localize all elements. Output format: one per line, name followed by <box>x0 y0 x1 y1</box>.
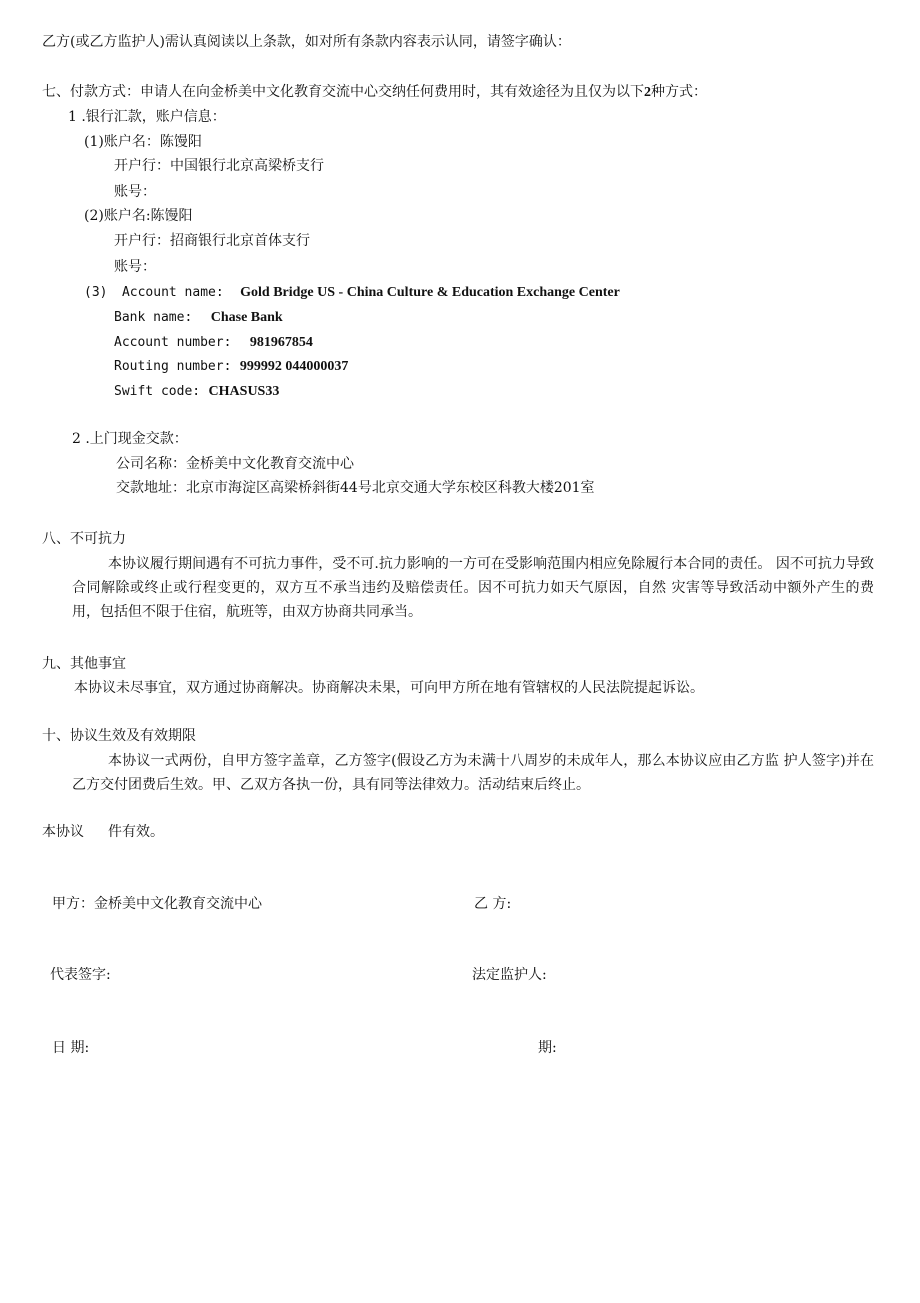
legal-guardian-label: 法定监护人: <box>472 967 547 983</box>
account1-number-label: 账号： <box>114 184 156 200</box>
validity-heading: 十、协议生效及有效期限 <box>42 728 196 744</box>
validity-body: 本协议一式两份，自甲方签字盖章，乙方签字(假设乙方为未满十八周岁的未成年人，那么本协议应由乙方监 护人签字)并在乙方交付团费后生效。甲、乙双方各执一份，具有同等法律效力。活动结束后终止。 <box>72 753 874 793</box>
account3-bank-label: Bank name: <box>114 310 193 325</box>
cash-company-name: 公司名称：金桥美中文化教育交流中心 <box>116 456 354 472</box>
account3-number-row <box>114 333 313 352</box>
cash-address: 交款地址：北京市海淀区高梁桥斜街44号北京交通大学东校区科教大楼201室 <box>116 480 595 496</box>
account3-number-label: Account number: <box>114 335 232 350</box>
party-b-label: 乙 方: <box>474 896 512 912</box>
account3-swift-label: Swift code: <box>114 384 201 399</box>
other-matters-heading: 九、其他事宜 <box>42 656 126 672</box>
account1-name: (1)账户名：陈馒阳 <box>84 134 202 150</box>
effective-right: 件有效。 <box>108 824 164 840</box>
party-b-date-label: 期: <box>538 1040 557 1056</box>
force-majeure-heading: 八、不可抗力 <box>42 531 126 547</box>
payment-heading-prefix: 七、付款方式：申请人在向金桥美中文化教育交流中心交纳任何费用时，其有效途径为且仅为以下 <box>42 84 644 100</box>
account3-swift-row <box>114 382 279 401</box>
other-matters-body: 本协议未尽事宜，双方通过协商解决。协商解决未果，可向甲方所在地有管辖权的人民法院提起诉讼。 <box>74 680 704 696</box>
account2-bank: 开户行：招商银行北京首体支行 <box>114 233 310 249</box>
confirmation-intro: 乙方(或乙方监护人)需认真阅读以上条款，如对所有条款内容表示认同，请签字确认： <box>42 34 571 50</box>
payment-heading <box>42 83 707 102</box>
account3-routing-label: Routing number: <box>114 359 232 374</box>
payment-heading-suffix: 种方式： <box>651 84 707 100</box>
account3-bank-value: Chase Bank <box>210 310 283 325</box>
account1-bank: 开户行：中国银行北京高梁桥支行 <box>114 158 324 174</box>
account2-name: (2)账户名:陈馒阳 <box>84 208 193 224</box>
account3-name-label: Account name: <box>121 285 224 300</box>
cash-payment-title: 2 .上门现金交款： <box>72 431 188 447</box>
account3-swift-value: CHASUS33 <box>208 384 280 399</box>
account3-bank-row <box>114 308 283 327</box>
bank-transfer-title: 1 .银行汇款，账户信息： <box>68 109 226 125</box>
account3-name-row <box>84 283 620 302</box>
payment-method-count: 2 <box>644 85 651 100</box>
effective-left: 本协议 <box>42 824 84 840</box>
party-a-date-label: 日 期: <box>52 1040 90 1056</box>
account3-routing-value: 999992 044000037 <box>239 359 349 374</box>
account3-name-value: Gold Bridge US - China Culture & Education Exchange Center <box>240 285 620 300</box>
account2-number-label: 账号： <box>114 259 156 275</box>
representative-signature-label: 代表签字: <box>50 967 111 983</box>
account3-routing-row <box>114 357 348 376</box>
party-a-name: 甲方：金桥美中文化教育交流中心 <box>52 896 262 912</box>
force-majeure-body: 本协议履行期间遇有不可抗力事件，受不可.抗力影响的一方可在受影响范围内相应免除履行本合同的责任。 因不可抗力导致合同解除或终止或行程变更的，双方互不承当违约及赔偿责任。因不可抗力如天气原因，自然 灾害等导致活动中额外产生的费用，包括但不限于住宿，航班等，由双方协商共同承当。 <box>72 556 874 620</box>
account3-number-value: 981967854 <box>249 335 313 350</box>
effective-line <box>42 823 164 841</box>
account3-prefix: (3) <box>84 285 108 300</box>
